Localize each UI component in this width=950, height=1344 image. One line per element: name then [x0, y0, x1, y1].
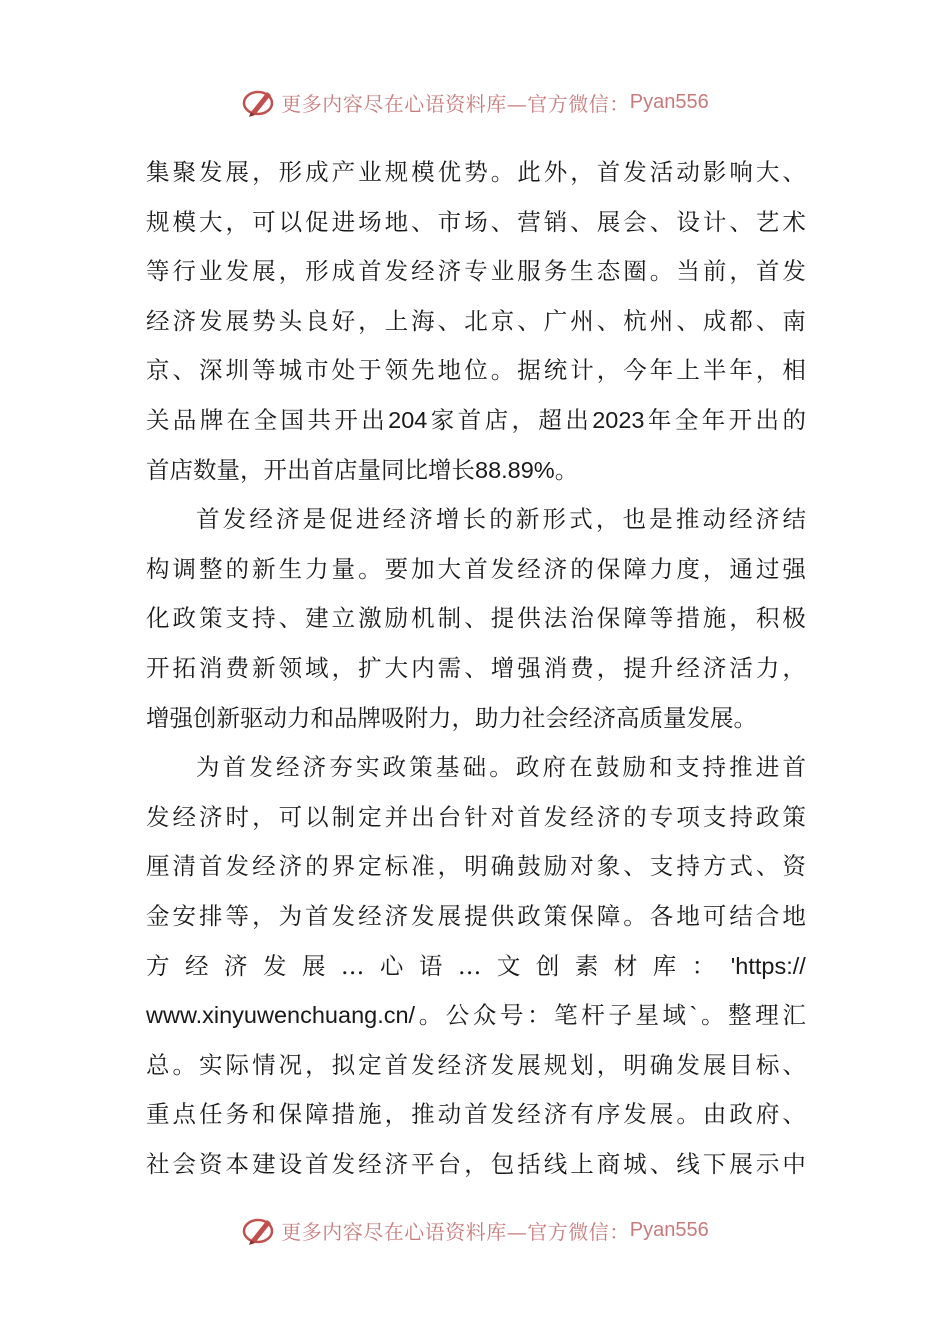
banner-handle: Pyan556 [629, 1218, 709, 1241]
body-line: 关 品 牌 在 全 国 共 开 出 204 家 首 店 ， 超 出 2023 年 全 年 开 出 的 [146, 405, 806, 434]
body-line: 规 模 大 ， 可 以 促 进 场 地 、 市 场 、 营 销 、 展 会 、 设 计 、 艺 术 [146, 207, 806, 236]
body-line: 构 调 整 的 新 生 力 量 。 要 加 大 首 发 经 济 的 保 障 力 度 ， 通 过 强 [146, 554, 806, 583]
body-line: 增 强 创 新 驱 动 力 和 品 牌 吸 附 力 ， 助 力 社 会 经 济 高 质 量 发 展 。 [146, 703, 757, 732]
pen-logo-icon [241, 84, 277, 120]
body-line: 金 安 排 等 ， 为 首 发 经 济 发 展 提 供 政 策 保 障 。 各 地 可 结 合 地 [146, 901, 806, 930]
body-line: 为 首 发 经 济 夯 实 政 策 基 础 。 政 府 在 鼓 励 和 支 持 推 进 首 [196, 753, 806, 782]
body-line: www.xinyuwenchuang.cn/ 。 公 众 号 ： 笔 杆 子 星 域 ` 。 整 理 汇 [146, 1001, 806, 1030]
body-line: 发 经 济 时 ， 可 以 制 定 并 出 台 针 对 首 发 经 济 的 专 项 支 持 政 策 [146, 802, 806, 831]
body-line: 集 聚 发 展 ， 形 成 产 业 规 模 优 势 。 此 外 ， 首 发 活 动 影 响 大 、 [146, 158, 806, 186]
body-line: 化 政 策 支 持 、 建 立 激 励 机 制 、 提 供 法 治 保 障 等 措 施 ， 积 极 [146, 604, 806, 633]
body-line: 重 点 任 务 和 保 障 措 施 ， 推 动 首 发 经 济 有 序 发 展 。 由 政 府 、 [146, 1100, 806, 1129]
body-line: 经 济 发 展 势 头 良 好 ， 上 海 、 北 京 、 广 州 、 杭 州 、 成 都 、 南 [146, 306, 806, 335]
body-line: 厘 清 首 发 经 济 的 界 定 标 准 ， 明 确 鼓 励 对 象 、 支 持 方 式 、 资 [146, 852, 806, 881]
banner-text: 更多内容尽在心语资料库—官方微信： [281, 91, 630, 116]
body-line: 总 。 实 际 情 况 ， 拟 定 首 发 经 济 发 展 规 划 ， 明 确 发 展 目 标 、 [146, 1050, 806, 1079]
body-line: 等 行 业 发 展 ， 形 成 首 发 经 济 专 业 服 务 生 态 圈 。 当 前 ， 首 发 [146, 257, 806, 286]
footer-banner [0, 1210, 950, 1250]
body-line: 首 发 经 济 是 促 进 经 济 增 长 的 新 形 式 ， 也 是 推 动 经 济 结 [196, 505, 806, 534]
body-line: 京 、 深 圳 等 城 市 处 于 领 先 地 位 。 据 统 计 ， 今 年 上 半 年 ， 相 [146, 356, 806, 385]
banner-handle: Pyan556 [629, 90, 709, 113]
pen-logo-icon [241, 1212, 277, 1248]
body-line: 方 经 济 发 展 … 心 语 … 文 创 素 材 库 ： 'https:// [146, 951, 806, 980]
body-line: 首 店 数 量 ， 开 出 首 店 量 同 比 增 长 88.89% 。 [146, 455, 579, 484]
header-banner [0, 82, 950, 122]
body-line: 社 会 资 本 建 设 首 发 经 济 平 台 ， 包 括 线 上 商 城 、 线 下 展 示 中 [146, 1149, 806, 1178]
banner-text: 更多内容尽在心语资料库—官方微信： [281, 1219, 630, 1244]
body-line: 开 拓 消 费 新 领 域 ， 扩 大 内 需 、 增 强 消 费 ， 提 升 经 济 活 力 ， [146, 653, 806, 682]
document-body [146, 148, 806, 1189]
